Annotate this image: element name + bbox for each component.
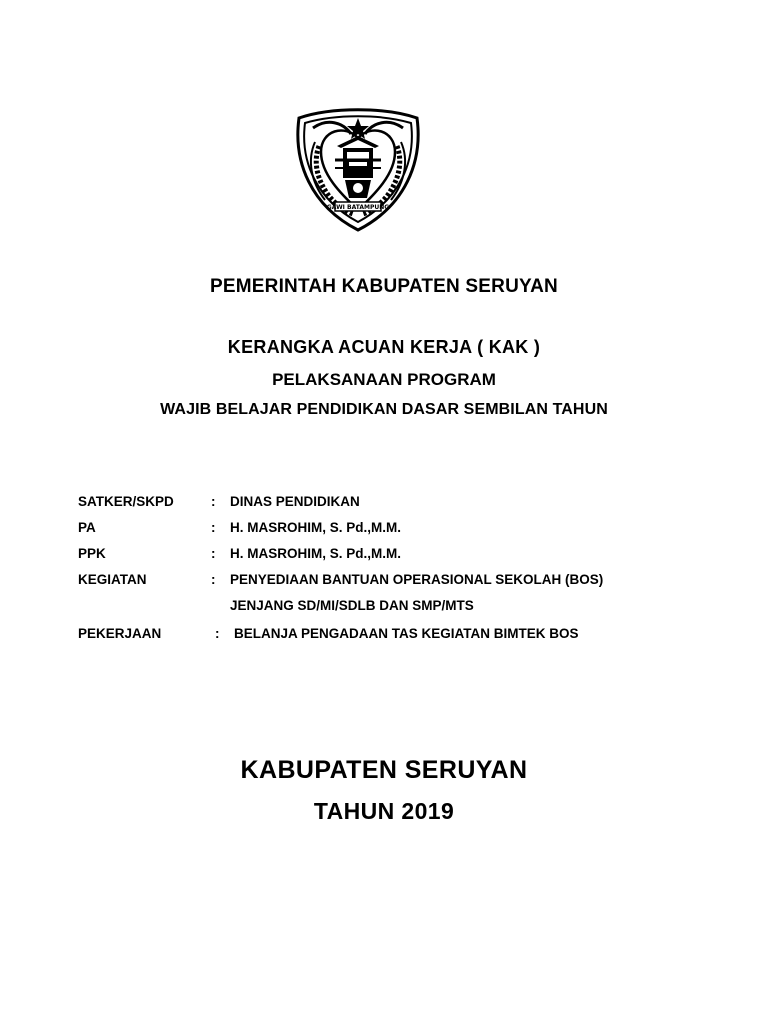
footer-year: TAHUN 2019 [313,798,455,824]
detail-value: BELANJA PENGADAAN TAS KEGIATAN BIMTEK BOS [234,626,579,641]
detail-separator: : [215,626,220,641]
detail-value: DINAS PENDIDIKAN [230,494,360,509]
document-subtitle-program: PELAKSANAAN PROGRAM [272,370,496,389]
detail-separator: : [211,520,216,535]
detail-label: SATKER/SKPD [78,494,174,509]
detail-value-continuation: JENJANG SD/MI/SDLB DAN SMP/MTS [230,598,474,613]
seruyan-regency-coat-of-arms-icon [291,102,425,234]
document-subtitle-program-name: WAJIB BELAJAR PENDIDIKAN DASAR SEMBILAN TAHUN [160,401,608,418]
detail-separator: : [211,546,216,561]
organization-name: PEMERINTAH KABUPATEN SERUYAN [210,276,558,297]
detail-label: PEKERJAAN [78,626,162,641]
detail-value: H. MASROHIM, S. Pd.,M.M. [230,520,401,535]
detail-label: PA [78,520,96,535]
detail-separator: : [211,572,216,587]
detail-row-kegiatan [78,572,718,598]
document-title: KERANGKA ACUAN KERJA ( KAK ) [227,337,541,357]
detail-row-ppk [78,546,718,572]
detail-row-kegiatan-continued [78,598,718,626]
detail-value: PENYEDIAAN BANTUAN OPERASIONAL SEKOLAH (BOS) [230,572,604,587]
footer-regency: KABUPATEN SERUYAN [240,756,528,784]
detail-row-pekerjaan [78,626,718,652]
detail-row-pa [78,520,718,546]
detail-value: H. MASROHIM, S. Pd.,M.M. [230,546,401,561]
detail-row-satker [78,494,718,520]
detail-label: KEGIATAN [78,572,147,587]
emblem-motto: GAWI BATAMPUNG [326,204,390,211]
detail-separator: : [211,494,216,509]
detail-label: PPK [78,546,106,561]
details-table [78,494,718,652]
